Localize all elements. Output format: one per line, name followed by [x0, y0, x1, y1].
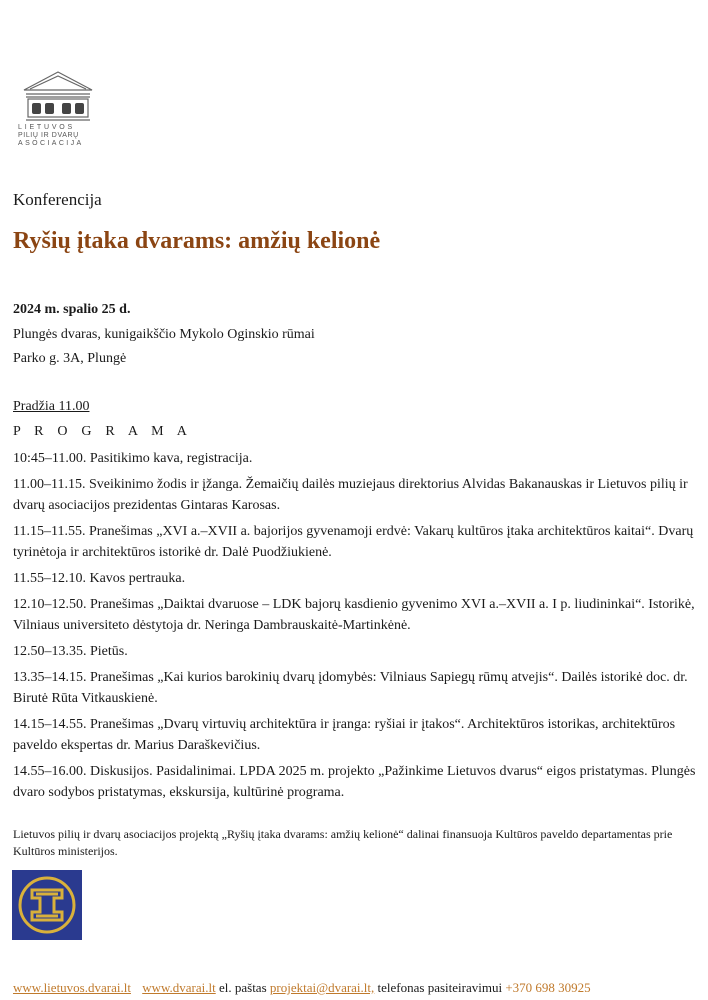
- event-venue: Plungės dvaras, kunigaikščio Mykolo Oginskio rūmai: [13, 327, 315, 342]
- program-item: 14.55–16.00. Diskusijos. Pasidalinimai. LPDA 2025 m. projekto „Pažinkime Lietuvos dvarus“ eigos pristatymas. Plungės dvaro sodybos pristatymas, ekskursija, kultūrinė programa.: [13, 764, 696, 800]
- program-item: 11.55–12.10. Kavos pertrauka.: [13, 571, 186, 586]
- program-item: 12.10–12.50. Pranešimas „Daiktai dvaruose – LDK bajorų kasdienio gyvenimo XVI a.–XVII a. I p. liudininkai“. Istorikė, Vilniaus universiteto dėstytoja dr. Neringa Dambrauskaitė-Martinkėnė.: [13, 597, 695, 633]
- email-label: el. paštas: [218, 980, 267, 995]
- program-item: 10:45–11.00. Pasitikimo kava, registracija.: [13, 451, 253, 466]
- phone-number[interactable]: +370 698 30925: [505, 980, 591, 995]
- website-link[interactable]: www.dvarai.lt: [142, 980, 216, 995]
- event-date: 2024 m. spalio 25 d.: [13, 302, 131, 317]
- program-heading: P R O G R A M A: [13, 424, 193, 439]
- funding-note: Lietuvos pilių ir dvarų asociacijos projektą „Ryšių įtaka dvarams: amžių kelionė“ dalinai finansuoja Kultūros paveldo departamentas prie Kultūros ministerijos.: [13, 827, 673, 858]
- logo-line: PILIŲ IR DVARŲ: [18, 132, 79, 139]
- program-item: 12.50–13.35. Pietūs.: [13, 644, 128, 659]
- program-item: 13.35–14.15. Pranešimas „Kai kurios barokinių dvarų įdomybės: Vilniaus Sapiegų rūmų atvejis“. Dailės istorikė doc. dr. Birutė Rūta Vitkauskienė.: [13, 670, 688, 706]
- program-item: 14.15–14.55. Pranešimas „Dvarų virtuvių architektūra ir įranga: ryšiai ir įtakos“. Architektūros istorikas, architektūros paveldo ekspertas dr. Marius Daraškevičius.: [13, 717, 676, 753]
- document-title: Ryšių įtaka dvarams: amžių kelionė: [13, 228, 381, 254]
- event-address: Parko g. 3A, Plungė: [13, 351, 127, 366]
- logo-line: ASOCIACIJA: [18, 140, 84, 147]
- logo-text: [18, 124, 94, 148]
- program-list: [13, 448, 697, 808]
- document-label: Konferencija: [13, 190, 102, 209]
- website-link[interactable]: www.lietuvos.dvarai.lt: [13, 980, 131, 995]
- email-link[interactable]: projektai@dvarai.lt,: [269, 980, 375, 995]
- footer: [13, 980, 591, 996]
- event-start: Pradžia 11.00: [13, 399, 90, 414]
- program-item: 11.15–11.55. Pranešimas „XVI a.–XVII a. bajorijos gyvenamoji erdvė: Vakarų kultūros įtaka architektūros kaitai“. Dvarų tyrinėtoja ir architektūros istorikė dr. Dalė Puodžiukienė.: [13, 524, 694, 560]
- heritage-department-emblem-icon: [12, 870, 82, 940]
- phone-label: telefonas pasiteiravimui: [377, 980, 503, 995]
- logo-line: LIETUVOS: [18, 124, 76, 131]
- program-item: 11.00–11.15. Sveikinimo žodis ir įžanga. Žemaičių dailės muziejaus direktorius Alvidas Bakanauskas ir Lietuvos pilių ir dvarų asociacijos prezidentas Gintaras Karosas.: [13, 477, 688, 513]
